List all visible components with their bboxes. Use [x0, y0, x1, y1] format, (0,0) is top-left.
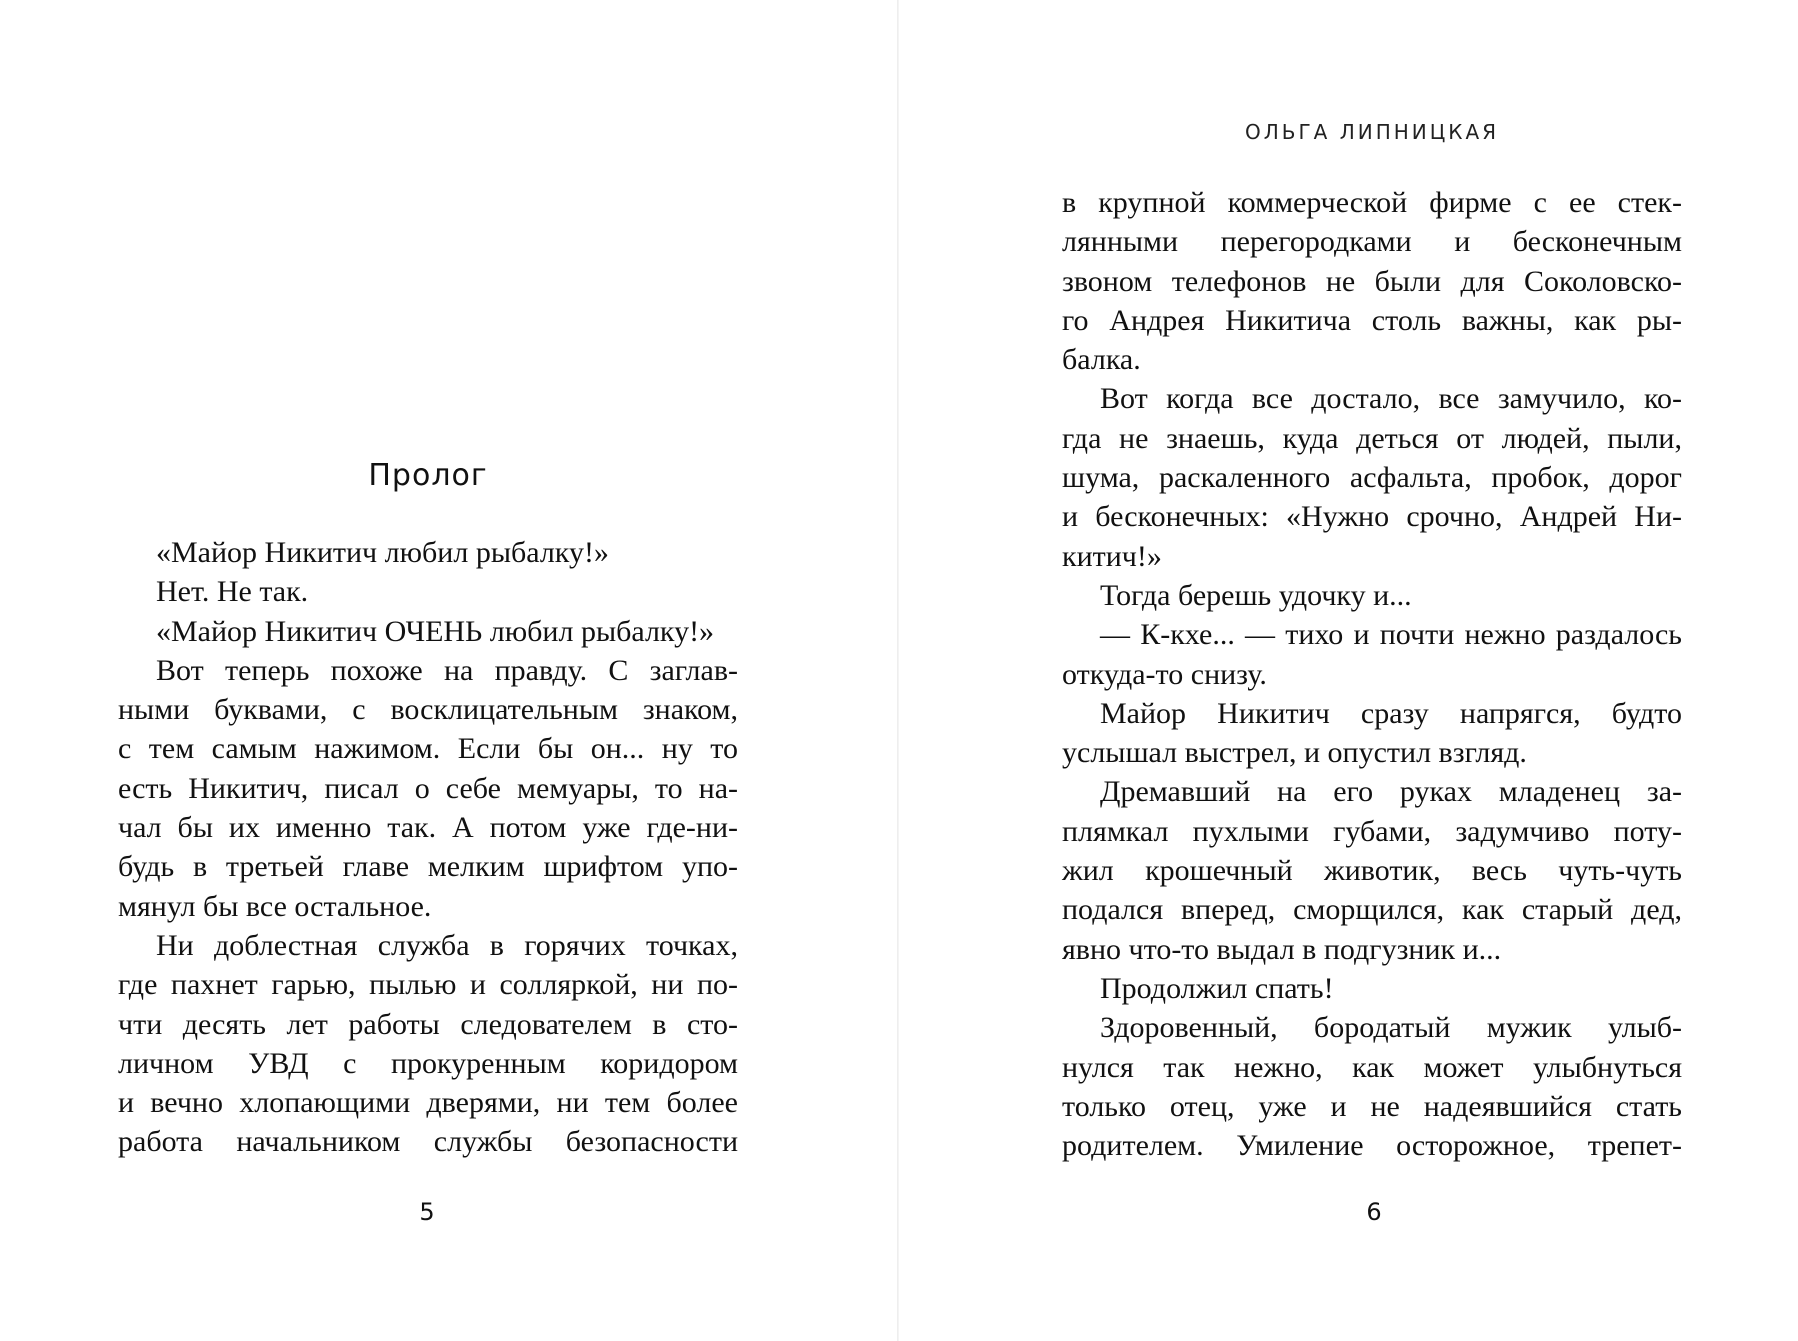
text-line: ными буквами, с восклицательным знаком,	[118, 693, 738, 727]
text-line: шума, раскаленного асфальта, пробок, дорог	[1062, 461, 1682, 495]
text-line: с тем самым нажимом. Если бы он... ну то	[118, 732, 738, 766]
text-line: в крупной коммерческой фирме с ее стек-	[1062, 186, 1682, 219]
text-line: китич!»	[1062, 539, 1162, 573]
text-line: Нет. Не так.	[156, 575, 309, 609]
text-line: звоном телефонов не были для Соколовско-	[1062, 264, 1682, 298]
text-line: балка.	[1062, 343, 1141, 377]
text-line: Здоровенный, бородатый мужик улыб-	[1100, 1011, 1682, 1045]
text-line: родителем. Умиление осторожное, трепет-	[1062, 1129, 1682, 1163]
text-line: работа начальником службы безопасности	[118, 1125, 738, 1159]
text-line: гда не знаешь, куда деться от людей, пыли,	[1062, 421, 1682, 455]
text-line: Вот теперь похоже на правду. С заглав-	[156, 653, 738, 687]
text-line: плямкал пухлыми губами, задумчиво поту-	[1062, 814, 1682, 848]
text-line: услышал выстрел, и опустил взгляд.	[1062, 736, 1527, 770]
text-line: Тогда берешь удочку и...	[1100, 578, 1412, 612]
text-line: и бесконечных: «Нужно срочно, Андрей Ни-	[1062, 500, 1682, 534]
right-page-text	[1062, 183, 1682, 1165]
text-line: есть Никитич, писал о себе мемуары, то на-	[118, 771, 738, 805]
text-line: «Майор Никитич любил рыбалку!»	[156, 536, 609, 569]
text-line: Ни доблестная служба в горячих точках,	[156, 928, 738, 962]
text-line: явно что-то выдал в подгузник и...	[1062, 932, 1502, 966]
text-line: — К-кхе... — тихо и почти нежно раздалось	[1100, 618, 1682, 652]
text-line: мянул бы все остальное.	[118, 889, 432, 923]
running-head-author: ОЛЬГА ЛИПНИЦКАЯ	[1244, 120, 1500, 144]
text-line: где пахнет гарью, пылью и солляркой, ни по-	[118, 968, 738, 1002]
text-line: «Майор Никитич ОЧЕНЬ любил рыбалку!»	[156, 614, 715, 648]
text-line: и вечно хлопающими дверями, ни тем более	[118, 1086, 738, 1120]
chapter-title: Пролог	[368, 458, 488, 493]
text-line: чти десять лет работы следователем в сто-	[118, 1007, 738, 1041]
text-line: чал бы их именно так. А потом уже где-ни-	[118, 811, 738, 845]
text-line: го Андрея Никитича столь важны, как ры-	[1062, 303, 1682, 337]
text-line: личном УВД с прокуренным коридором	[118, 1046, 738, 1080]
text-line: откуда-то снизу.	[1062, 657, 1267, 691]
text-line: Майор Никитич сразу напрягся, будто	[1100, 696, 1682, 730]
text-line: лянными перегородками и бесконечным	[1062, 225, 1682, 259]
text-line: только отец, уже и не надеявшийся стать	[1062, 1089, 1682, 1123]
text-line: подался вперед, сморщился, как старый дед,	[1062, 893, 1682, 927]
text-line: Вот когда все достало, все замучило, ко-	[1100, 382, 1682, 416]
left-page-text	[118, 533, 738, 1162]
page-number-right: 6	[1366, 1198, 1382, 1226]
text-line: жил крошечный животик, весь чуть-чуть	[1062, 854, 1682, 888]
page-number-left: 5	[419, 1198, 435, 1226]
text-line: Продолжил спать!	[1100, 971, 1334, 1005]
text-line: нулся так нежно, как может улыбнуться	[1062, 1050, 1682, 1084]
text-line: будь в третьей главе мелким шрифтом упо-	[118, 850, 738, 884]
text-line: Дремавший на его руках младенец за-	[1100, 775, 1682, 809]
